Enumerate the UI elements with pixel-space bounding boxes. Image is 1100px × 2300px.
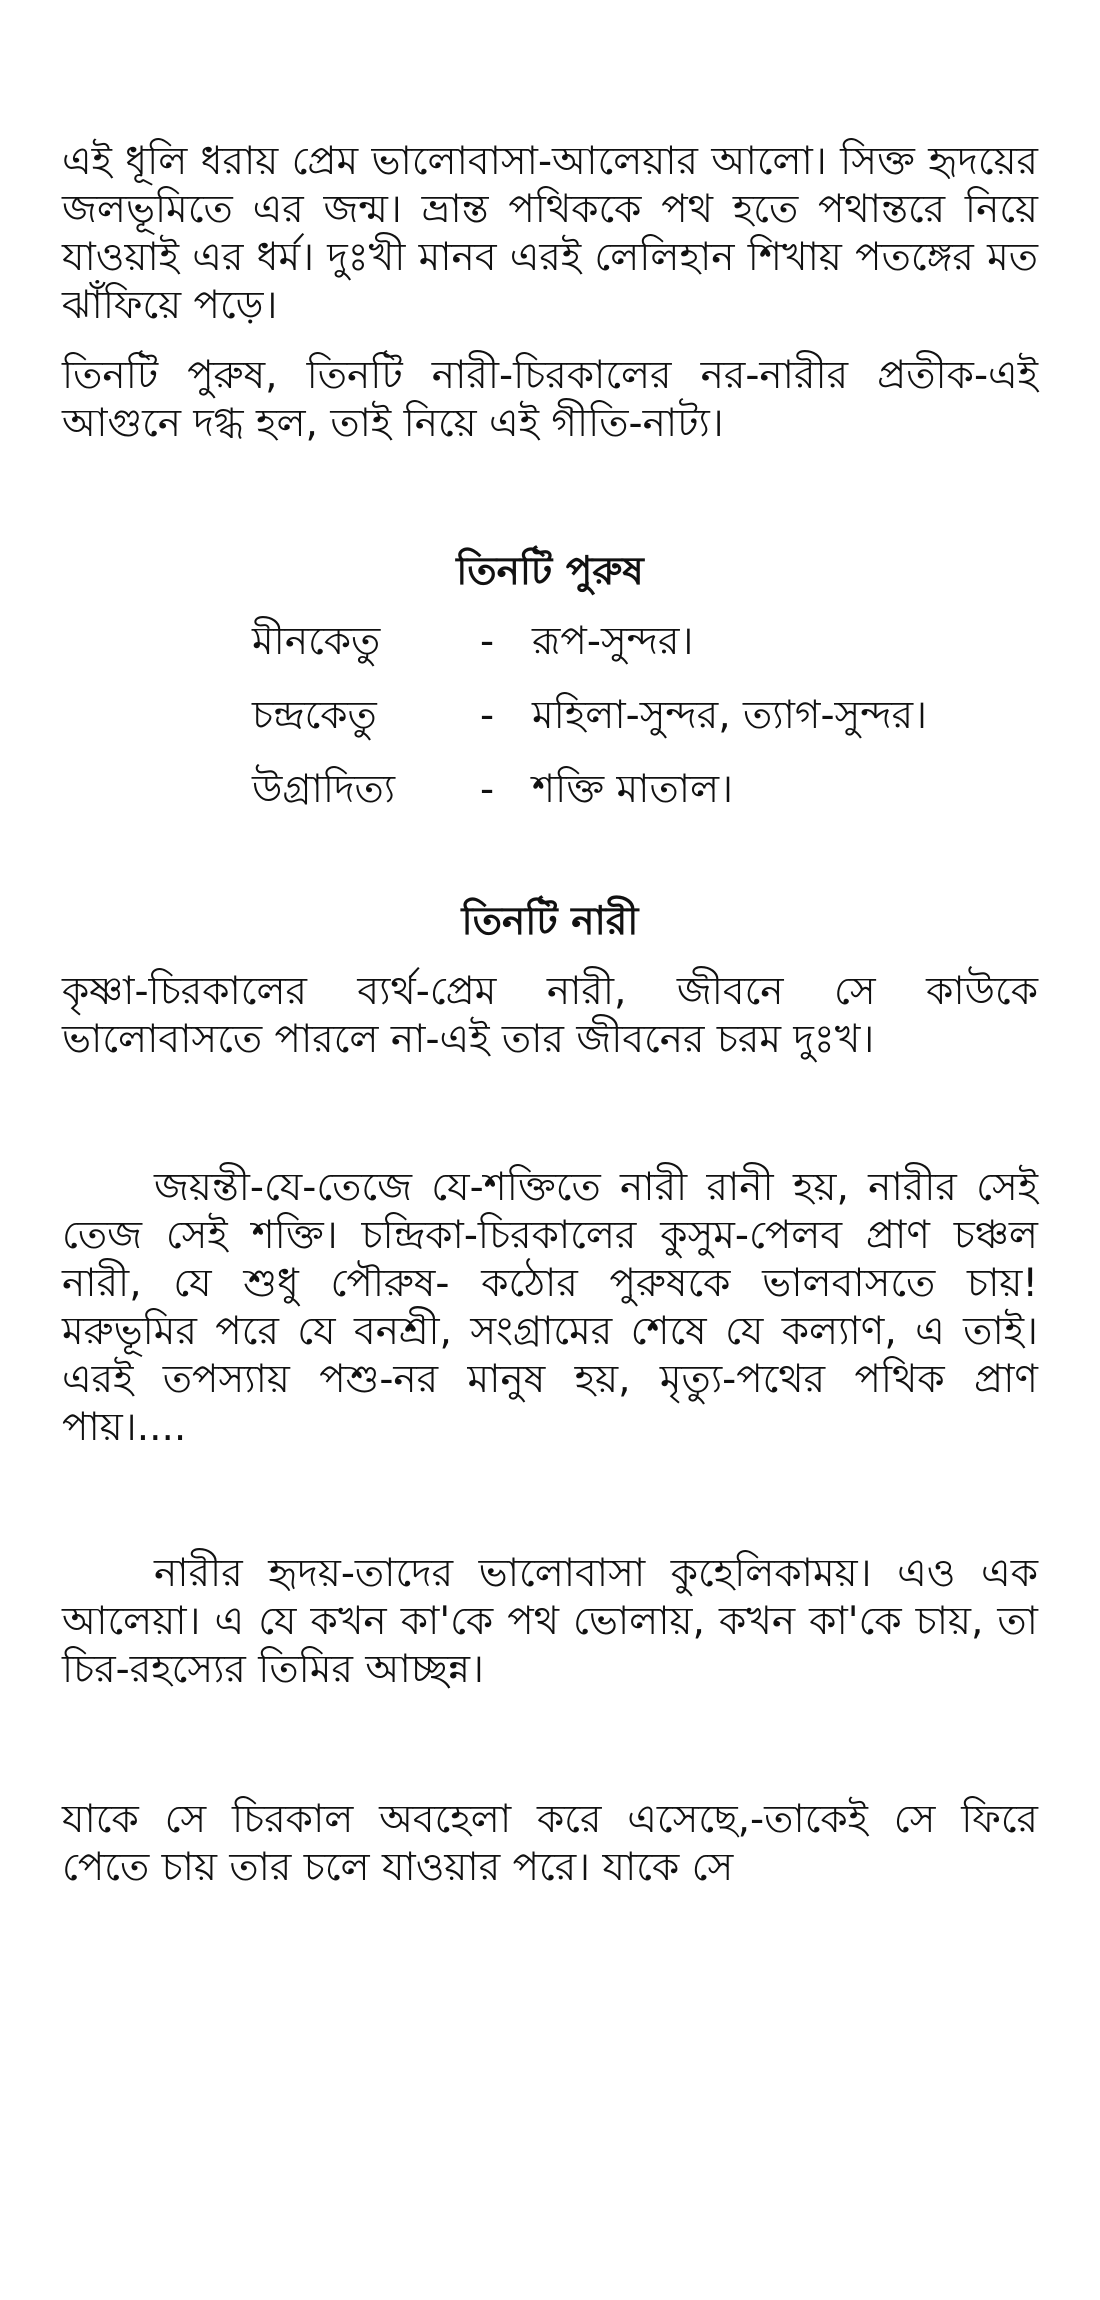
cast-dash: - (479, 619, 495, 664)
men-section-title: তিনটি পুরুষ (456, 549, 644, 594)
cast-description: রূপ-সুন্দর। (532, 619, 694, 664)
men-cast-list (252, 618, 927, 840)
women-section-title: তিনটি নারী (461, 899, 639, 944)
cast-name: মীনকেতু (252, 619, 381, 664)
cast-name: চন্দ্রকেতু (252, 693, 377, 738)
cast-dash: - (479, 693, 495, 738)
cast-row (252, 692, 927, 766)
cast-name: উগ্রাদিত্য (252, 767, 396, 812)
document-page (62, 138, 1038, 1892)
women-paragraph-closing: যাকে সে চিরকাল অবহেলা করে এসেছে,-তাকেই সে ফিরে পেতে চায় তার চলে যাওয়ার পরে। যাকে সে (62, 1797, 1038, 1890)
intro-paragraph-2: তিনটি পুরুষ, তিনটি নারী-চিরকালের নর-নারীর প্রতীক-এই আগুনে দগ্ধ হল, তাই নিয়ে এই গীতি-নাট্য। (62, 353, 1038, 446)
cast-dash: - (479, 767, 495, 812)
cast-row (252, 766, 927, 840)
intro-paragraph-1: এই ধূলি ধরায় প্রেম ভালোবাসা-আলেয়ার আলো। সিক্ত হৃদয়ের জলভূমিতে এর জন্ম। ভ্রান্ত পথিককে পথ হতে পথান্তরে নিয়ে যাওয়াই এর ধর্ম। দুঃখী মানব এরই লেলিহান শিখায় পতঙ্গের মত ঝাঁফিয়ে পড়ে। (62, 139, 1038, 328)
women-paragraph-krishna: কৃষ্ণা-চিরকালের ব্যর্থ-প্রেম নারী, জীবনে সে কাউকে ভালোবাসতে পারলে না-এই তার জীবনের চরম দুঃখ। (62, 969, 1038, 1062)
cast-description: শক্তি মাতাল। (532, 767, 734, 812)
women-paragraph-jayanti: জয়ন্তী-যে-তেজে যে-শক্তিতে নারী রানী হয়, নারীর সেই তেজ সেই শক্তি। চন্দ্রিকা-চিরকালের কুসুম-পেলব প্রাণ চঞ্চল নারী, যে শুধু পৌরুষ- কঠোর পুরুষকে ভালবাসতে চায়! মরুভূমির পরে যে বনশ্রী, সংগ্রামের শেষে যে কল্যাণ, এ তাই। এরই তপস্যায় পশু-নর মানুষ হয়, মৃত্যু-পথের পথিক প্রাণ পায়।.... (62, 1165, 1038, 1450)
cast-row (252, 618, 927, 692)
cast-description: মহিলা-সুন্দর, ত্যাগ-সুন্দর। (532, 693, 928, 738)
women-paragraph-heart: নারীর হৃদয়-তাদের ভালোবাসা কুহেলিকাময়। এও এক আলেয়া। এ যে কখন কা'কে পথ ভোলায়, কখন কা'কে চায়, তা চির-রহস্যের তিমির আচ্ছন্ন। (62, 1551, 1038, 1692)
